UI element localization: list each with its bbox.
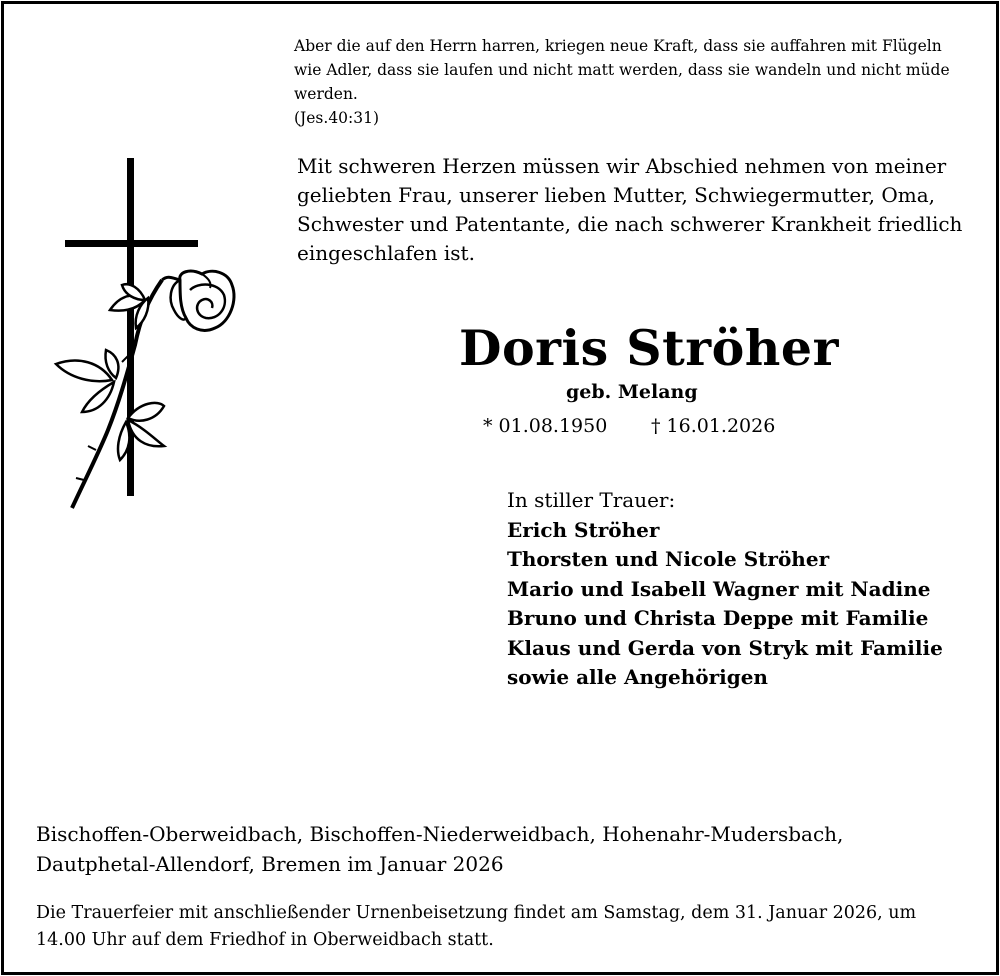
mourner-name: Klaus und Gerda von Stryk mit Familie: [507, 635, 943, 660]
cross-with-rose-icon: [40, 150, 250, 520]
service-line: Die Trauerfeier mit anschließender Urnenbeisetzung findet am Samstag, dem 31. Januar 2026, um: [36, 903, 917, 923]
places-and-date: [36, 819, 956, 879]
mourner-name: sowie alle Angehörigen: [507, 665, 768, 689]
funeral-service-info: [36, 900, 970, 954]
mourners-heading: In stiller Trauer:: [507, 488, 676, 512]
intro-line: Schwester und Patentante, die nach schwerer Krankheit friedlich: [297, 212, 963, 236]
places-line: Dautphetal-Allendorf, Bremen im Januar 2026: [36, 852, 504, 876]
intro-line: Mit schweren Herzen müssen wir Abschied nehmen von meiner: [297, 154, 947, 178]
intro-line: geliebten Frau, unserer lieben Mutter, Schwiegermutter, Oma,: [297, 183, 935, 207]
mourner-name: Bruno und Christa Deppe mit Familie: [507, 606, 929, 630]
mourners-list: [507, 486, 943, 693]
mourner-name: Thorsten und Nicole Ströher: [507, 547, 830, 571]
bible-verse: [294, 34, 966, 130]
service-line: 14.00 Uhr auf dem Friedhof in Oberweidbach statt.: [36, 930, 494, 950]
verse-line: wie Adler, dass sie laufen und nicht matt werden, dass sie wandeln und nicht müde: [294, 61, 950, 79]
maiden-name: geb. Melang: [566, 381, 698, 403]
verse-line: werden.: [294, 85, 358, 103]
intro-text: [297, 152, 965, 268]
verse-reference: (Jes.40:31): [294, 109, 380, 127]
death-date: † 16.01.2026: [651, 415, 776, 437]
mourner-name: Mario und Isabell Wagner mit Nadine: [507, 576, 931, 601]
birth-date: * 01.08.1950: [483, 415, 608, 437]
places-line: Bischoffen-Oberweidbach, Bischoffen-Niederweidbach, Hohenahr-Mudersbach,: [36, 822, 844, 846]
deceased-name: Doris Ströher: [459, 319, 839, 377]
verse-line: Aber die auf den Herrn harren, kriegen neue Kraft, dass sie auffahren mit Flügeln: [294, 37, 942, 55]
mourner-name: Erich Ströher: [507, 517, 660, 542]
intro-line: eingeschlafen ist.: [297, 241, 475, 265]
